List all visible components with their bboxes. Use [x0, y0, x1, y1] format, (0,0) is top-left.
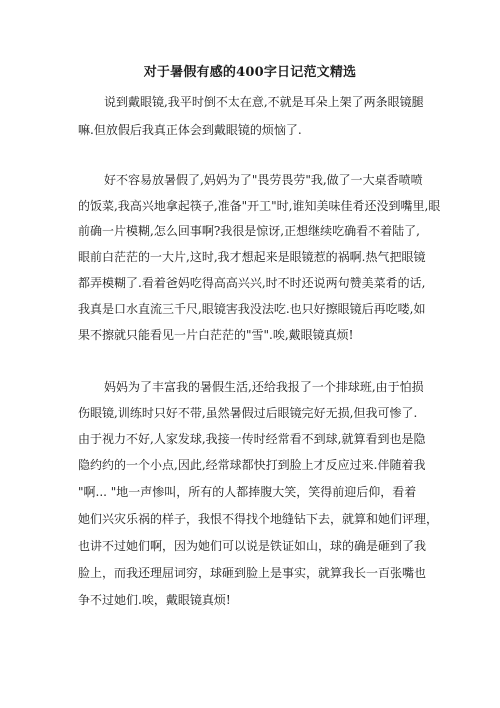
paragraph-2-line: 我真是口水直流三千尺,眼镜害我没法吃.也只好擦眼镜后再吃喽,如 [78, 302, 426, 316]
paragraph-1-line: 嘛.但放假后我真正体会到戴眼镜的烦恼了. [78, 123, 302, 137]
paragraph-2-line: 好不容易放暑假了,妈妈为了"畏劳畏劳"我,做了一大桌香喷喷 [104, 173, 423, 187]
paragraph-2-line: 眼前白茫茫的一大片,这时,我才想起来是眼镜惹的祸啊.热气把眼镜 [78, 250, 426, 264]
paragraph-3-line: 她们兴灾乐祸的样子，我恨不得找个地缝钻下去，就算和她们评理， [78, 512, 439, 526]
paragraph-1-line: 说到戴眼镜,我平时倒不太在意,不就是耳朵上架了两条眼镜腿 [104, 95, 424, 109]
paragraph-3-line: 伤眼镜,训练时只好不带,虽然暑假过后眼镜完好无损,但我可惨了. [78, 406, 418, 420]
paragraph-2-line: 果不擦就只能看见一片白茫茫的"雪".唉,戴眼镜真烦! [78, 328, 354, 342]
paragraph-3-line: 妈妈为了丰富我的暑假生活,还给我报了一个排球班,由于怕损 [104, 380, 424, 394]
paragraph-2-line: 前确一片模糊,怎么回事啊?我很是惊讶,正想继续吃确看不着陆了, [78, 224, 420, 238]
paragraph-3-line: 隐约约的一个小点,因此,经常球都快打到脸上才反应过来.伴随着我 [78, 458, 426, 472]
paragraph-3-line: 争不过她们.唉，戴眼镜真烦! [78, 593, 231, 607]
paragraph-2-line: 的饭菜,我高兴地拿起筷子,准备"开工"时,谁知美味佳肴还没到嘴里,眼 [78, 199, 441, 213]
paragraph-3-line: 也讲不过她们啊，因为她们可以说是铁证如山，球的确是砸到了我 [78, 539, 427, 553]
document-title: 对于暑假有感的400字日记范文精选 [143, 65, 357, 80]
paragraph-3-line: 由于视力不好,人家发球,我接一传时经常看不到球,就算看到也是隐 [78, 432, 426, 446]
paragraph-3-line: 脸上，而我还理屈词穷，球砸到脸上是事实，就算我长一百张嘴也 [78, 566, 427, 580]
paragraph-2-line: 都弄模糊了.看着爸妈吃得高高兴兴,时不时还说两句赞美菜肴的话, [78, 276, 426, 290]
paragraph-3-line: "啊... "地一声惨叫，所有的人都捧腹大笑，笑得前迎后仰，看着 [78, 485, 417, 499]
